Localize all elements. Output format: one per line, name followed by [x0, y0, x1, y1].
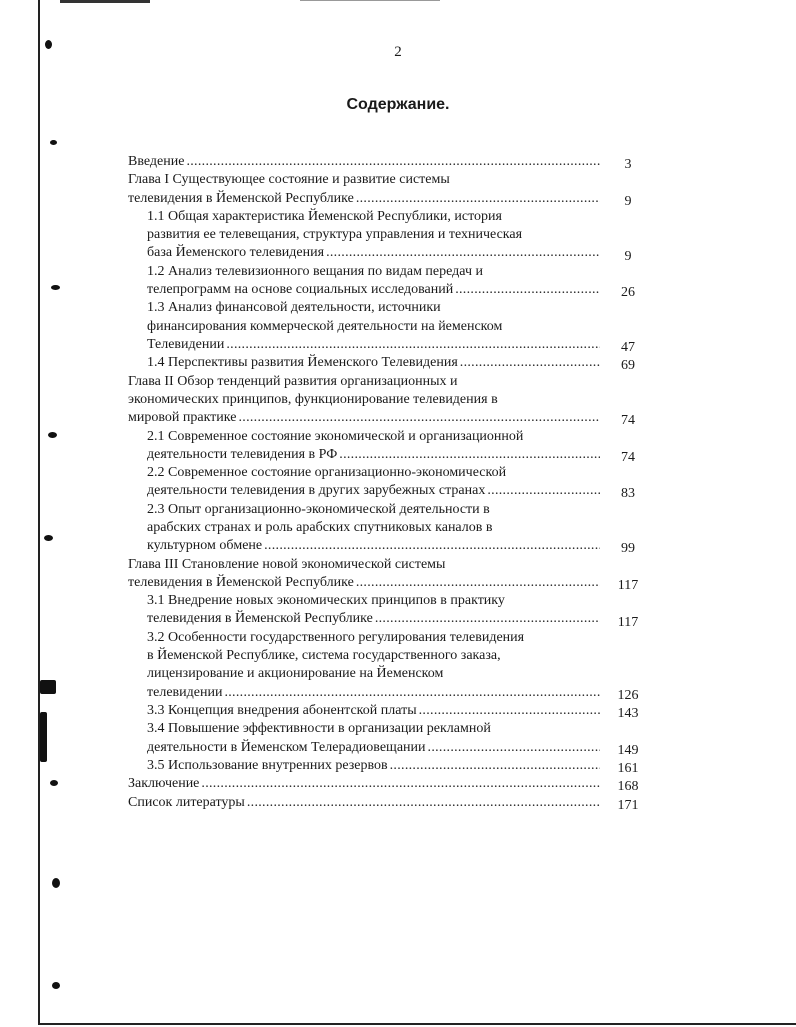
toc-entry-line: 2.1 Современное состояние экономической и организационной: [147, 428, 524, 444]
toc-entry-line: Глава III Становление новой экономической системы: [128, 556, 446, 572]
toc-page-number: 74: [621, 413, 635, 429]
toc-page-number: 117: [617, 577, 639, 593]
toc-entry: [147, 629, 602, 702]
toc-entry: [128, 794, 602, 812]
toc-entry-line: телепрограмм на основе социальных исследований: [147, 282, 454, 298]
toc-entry-line: деятельности телевидения в РФ: [147, 446, 338, 462]
toc-page-number: 9: [624, 248, 632, 264]
toc-entry-line: 3.1 Внедрение новых экономических принципов в практику: [147, 593, 505, 609]
toc-entry-line: Глава II Обзор тенденций развития организационных и: [128, 373, 458, 389]
toc-page-number: 3: [624, 157, 632, 172]
toc-entry: [147, 702, 602, 720]
toc-entry-line: 3.4 Повышение эффективности в организации рекламной: [147, 721, 491, 737]
toc-entry-line: 3.5 Использование внутренних резервов: [147, 757, 388, 773]
dot-leader: [339, 446, 600, 464]
toc-entry: [147, 208, 602, 263]
toc-entry: [147, 299, 602, 354]
toc-entry-line: экономических принципов, функционирование телевидения в: [128, 391, 498, 407]
dot-leader: [356, 190, 600, 208]
binder-hole-mark: [51, 285, 60, 290]
toc-entry-line: 1.3 Анализ финансовой деятельности, источники: [147, 300, 441, 316]
toc-entry-line: культурном обмене: [147, 538, 263, 554]
toc-entry: [147, 428, 602, 465]
dot-leader: [460, 354, 600, 372]
toc-entry: [147, 720, 602, 757]
scan-border-left: [38, 0, 40, 1024]
toc-entry-line: развития ее телевещания, структура управления и техническая: [147, 227, 523, 243]
toc-entry: [147, 501, 602, 556]
toc-entry-line: лицензирование и акционирование на Йеменском: [147, 666, 444, 682]
toc-page-number: 161: [617, 760, 639, 776]
toc-page-number: 143: [617, 706, 639, 721]
dot-leader: [455, 281, 600, 299]
scan-artifact: [300, 0, 440, 1]
toc-entry-line: 1.2 Анализ телевизионного вещания по видам передач и: [147, 263, 483, 279]
scan-artifact: [60, 0, 150, 3]
toc-entry: [128, 775, 602, 793]
toc-entry-line: Телевидении: [147, 336, 225, 352]
dot-leader: [428, 739, 600, 757]
toc-entry-line: 3.3 Концепция внедрения абонентской платы: [147, 703, 417, 718]
toc-page-number: 74: [621, 449, 635, 465]
toc-entry-line: финансирования коммерческой деятельности на йеменском: [147, 318, 503, 334]
dot-leader: [390, 757, 600, 775]
binder-hole-mark: [44, 535, 53, 541]
toc-entry: [128, 556, 602, 593]
dot-leader: [326, 244, 600, 262]
binder-hole-mark: [50, 140, 57, 145]
toc-page-number: 69: [621, 358, 635, 374]
page-number: 2: [394, 44, 402, 60]
dot-leader: [238, 409, 600, 427]
binder-hole-mark: [52, 982, 60, 989]
dot-leader: [186, 153, 600, 171]
toc-entry: [147, 757, 602, 775]
dot-leader: [264, 537, 600, 555]
toc-entry: [147, 592, 602, 629]
toc-entry-line: мировой практике: [128, 410, 237, 426]
toc-page-number: 83: [621, 486, 635, 502]
binder-hole-mark: [40, 680, 56, 694]
toc-entry-line: Заключение: [128, 776, 200, 792]
toc-page-number: 149: [617, 742, 639, 758]
dot-leader: [375, 610, 600, 628]
toc-page-number: 9: [624, 193, 632, 209]
binder-hole-mark: [52, 878, 60, 888]
page-title: Содержание.: [346, 96, 450, 113]
toc-entry-line: арабских странах и роль арабских спутниковых каналов в: [147, 519, 493, 535]
toc-entry-line: деятельности телевидения в других зарубежных странах: [147, 483, 486, 499]
toc-entry-line: телевидения в Йеменской Республике: [128, 574, 354, 590]
toc-entry-line: телевидения в Йеменской Республике: [128, 190, 354, 206]
toc-entry-line: 2.2 Современное состояние организационно-экономической: [147, 465, 507, 481]
toc-entry-line: 2.3 Опыт организационно-экономической деятельности в: [147, 501, 490, 517]
scan-border-bottom: [38, 1023, 796, 1025]
toc-entry: [147, 464, 602, 501]
toc-entry-line: деятельности в Йеменском Телерадиовещании: [147, 739, 426, 755]
dot-leader: [356, 574, 600, 592]
toc-entry-line: 3.2 Особенности государственного регулирования телевидения: [147, 629, 525, 645]
binder-hole-mark: [40, 712, 47, 762]
toc-page-number: 126: [617, 687, 639, 703]
toc-entry-line: Глава I Существующее состояние и развитие системы: [128, 172, 450, 188]
toc-entry: [128, 373, 602, 428]
toc-entry: [147, 263, 602, 300]
dot-leader: [487, 482, 600, 500]
toc-entry-line: телевидения в Йеменской Республике: [147, 611, 373, 627]
toc-page-number: 99: [621, 541, 635, 557]
binder-hole-mark: [50, 780, 58, 786]
dot-leader: [224, 684, 600, 702]
toc-entry-line: база Йеменского телевидения: [147, 245, 325, 261]
toc-entry-line: 1.4 Перспективы развития Йеменского Телевидения: [147, 355, 458, 371]
binder-hole-mark: [48, 432, 57, 438]
toc-entry: [128, 153, 602, 171]
dot-leader: [419, 702, 600, 720]
toc-entry: [128, 171, 602, 208]
toc-entry-line: 1.1 Общая характеристика Йеменской Республики, история: [147, 208, 502, 224]
toc-page-number: 171: [617, 797, 639, 813]
dot-leader: [247, 794, 600, 812]
dot-leader: [201, 775, 600, 793]
dot-leader: [226, 336, 600, 354]
toc-entry-line: Список литературы: [128, 794, 245, 810]
toc-page-number: 26: [621, 285, 635, 301]
toc-entry-line: в Йеменской Республике, система государственного заказа,: [147, 648, 501, 664]
toc-entry: [147, 354, 602, 372]
toc-page-number: 168: [617, 779, 639, 795]
toc-page-number: 117: [617, 614, 639, 630]
toc-page-number: 47: [621, 340, 635, 355]
toc-entry-line: Введение: [128, 154, 185, 169]
toc-entry-line: телевидении: [147, 684, 223, 700]
